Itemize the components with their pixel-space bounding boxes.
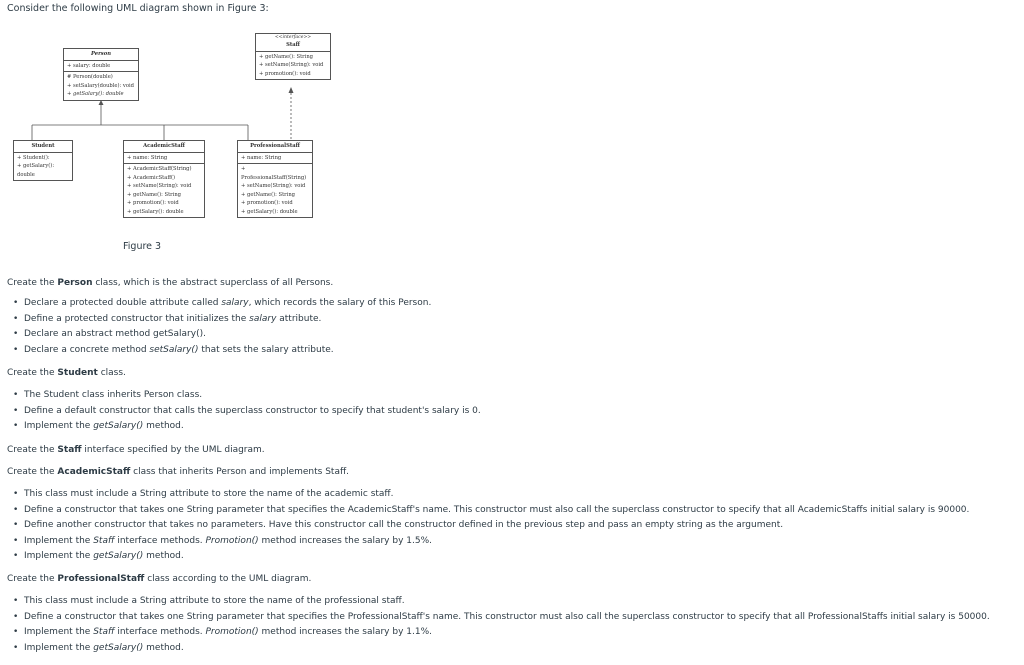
list-item: • Declare an abstract method getSalary(). — [24, 327, 431, 343]
staff-section-intro: Create the Staff interface specified by the UML diagram. — [7, 445, 265, 455]
method: + Student(): — [17, 154, 50, 161]
method: + AcademicStaff() — [127, 174, 176, 181]
uml-interface-staff — [255, 33, 331, 80]
inheritance-arrow — [99, 100, 104, 105]
method: + AcademicStaff(String) — [127, 166, 192, 172]
method: + ProfessionalStaff(String) — [241, 166, 307, 181]
student-section-intro: Create the Student class. — [7, 368, 126, 378]
attr: + name: String — [241, 154, 282, 161]
uml-class-academicstaff — [123, 140, 205, 218]
list-item: • Declare a concrete method setSalary() that sets the salary attribute. — [24, 343, 431, 359]
academic-section-intro: Create the AcademicStaff class that inherits Person and implements Staff. — [7, 467, 350, 477]
class-name: Staff — [286, 42, 300, 48]
attr: + salary: double — [67, 62, 111, 69]
academic-requirements — [7, 487, 969, 565]
realization-arrow — [289, 87, 294, 93]
class-name: Person — [64, 49, 138, 61]
list-item: • Implement the getSalary() method. — [24, 419, 481, 435]
method: + getSalary(): double — [127, 208, 184, 215]
list-item: • Declare a protected double attribute called salary, which records the salary of this Person. — [24, 296, 431, 312]
method: + setName(String): void — [127, 183, 192, 189]
list-item: • Define a constructor that takes one String parameter that specifies the ProfessionalStaff's name. This constructor must also call the superclass constructor to specify that all ProfessionalStaffs initial salary is 50000. — [24, 610, 990, 626]
list-item: • Implement the Staff interface methods. Promotion() method increases the salary by 1.1%. — [24, 625, 990, 641]
class-name: Student — [14, 141, 72, 153]
list-item: • Define a constructor that takes one String parameter that specifies the AcademicStaff's name. This constructor must also call the superclass constructor to specify that all AcademicStaffs initial salary is 90000. — [24, 503, 969, 519]
uml-class-person — [63, 48, 139, 101]
student-requirements — [7, 388, 481, 435]
method: + setName(String): void — [241, 183, 306, 189]
method: + getName(): String — [241, 191, 295, 198]
method: + getSalary(): double — [17, 163, 55, 178]
method: + getName(): String — [127, 191, 181, 198]
list-item: • Define a protected constructor that initializes the salary attribute. — [24, 312, 431, 328]
method: + setName(String): void — [259, 62, 324, 68]
list-item: • Define another constructor that takes no parameters. Have this constructor call the constructor defined in the previous step and pass an empty string as the argument. — [24, 518, 969, 534]
uml-class-student — [13, 140, 73, 181]
list-item: • This class must include a String attribute to store the name of the professional staff. — [24, 594, 990, 610]
method: + getSalary(): double — [67, 91, 124, 97]
list-item: • The Student class inherits Person class. — [24, 388, 481, 404]
figure-caption: Figure 3 — [123, 241, 162, 252]
method: + getName(): String — [259, 53, 313, 60]
method: + setSalary(double): void — [67, 82, 134, 89]
prof-requirements — [7, 594, 990, 656]
stereotype: <<interface>> — [274, 35, 312, 40]
attr: + name: String — [127, 154, 168, 161]
method: + promotion(): void — [241, 200, 293, 206]
intro-text: Consider the following UML diagram shown in Figure 3: — [7, 3, 269, 14]
method: # Person(double) — [67, 74, 113, 80]
method: + promotion(): void — [127, 200, 179, 206]
class-name: AcademicStaff — [124, 141, 204, 153]
person-requirements — [7, 296, 431, 358]
uml-class-professionalstaff — [237, 140, 313, 218]
list-item: • This class must include a String attribute to store the name of the academic staff. — [24, 487, 969, 503]
prof-section-intro: Create the ProfessionalStaff class according to the UML diagram. — [7, 574, 312, 584]
class-name: ProfessionalStaff — [238, 141, 312, 153]
person-section-intro: Create the Person class, which is the abstract superclass of all Persons. — [7, 278, 334, 288]
method: + getSalary(): double — [241, 208, 298, 215]
list-item: • Implement the getSalary() method. — [24, 549, 969, 565]
list-item: • Implement the Staff interface methods. Promotion() method increases the salary by 1.5%. — [24, 534, 969, 550]
list-item: • Implement the getSalary() method. — [24, 641, 990, 657]
list-item: • Define a default constructor that calls the superclass constructor to specify that student's salary is 0. — [24, 404, 481, 420]
method: + promotion(): void — [259, 70, 311, 77]
